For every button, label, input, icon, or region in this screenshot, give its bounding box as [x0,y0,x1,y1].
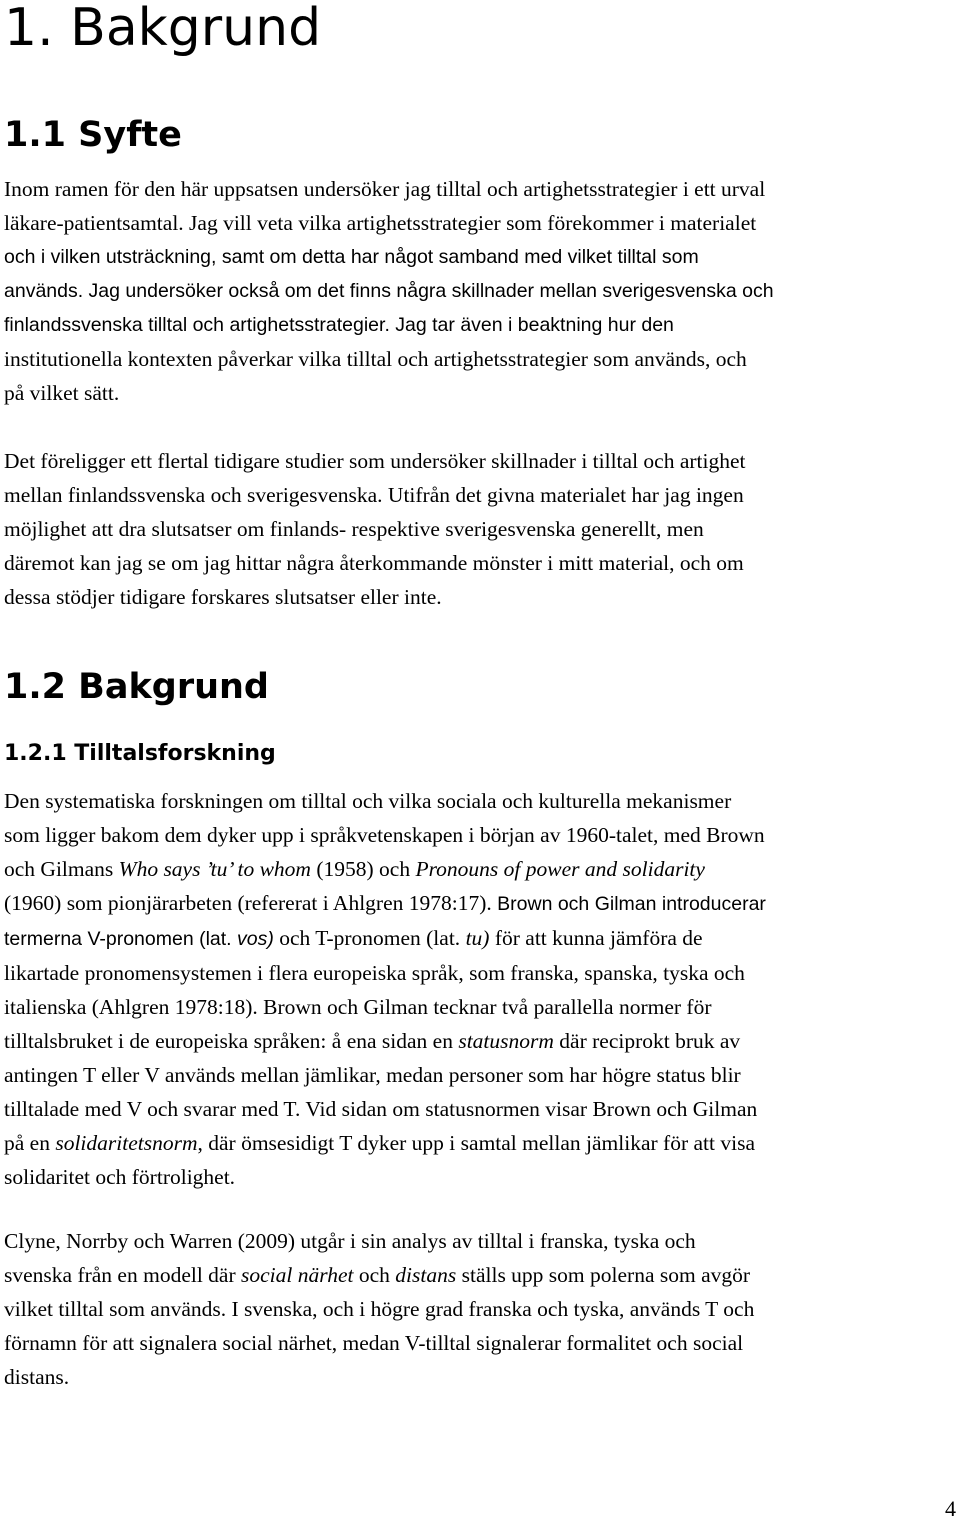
term-social-narhet: social närhet [241,1263,354,1287]
text-line: italienska (Ahlgren 1978:18). Brown och Gilman tecknar två parallella normer för [4,995,712,1019]
term-distans: distans [395,1263,457,1287]
chapter-heading: 1. Bakgrund [4,0,322,58]
text-line [4,1024,958,1058]
paragraph-syfte-1 [4,172,958,410]
term-vos: vos) [237,928,274,950]
section-heading-bakgrund: 1.2 Bakgrund [4,667,269,707]
text-line: Inom ramen för den här uppsatsen undersöker jag tilltal och artighetsstrategier i ett urval [4,177,766,201]
text-line [4,1258,958,1292]
text-line: Den systematiska forskningen om tilltal och vilka sociala och kulturella mekanismer [4,789,732,813]
text-run: tilltalsbruket i de europeiska språken: å ena sidan en [4,1029,459,1053]
text-run: svenska från en modell där [4,1263,242,1287]
text-run: ställs upp som polerna som avgör [456,1263,751,1287]
text-run: Brown och Gilman introducerar [497,893,766,915]
text-line: däremot kan jag se om jag hittar några återkommande mönster i mitt material, och om [4,551,744,575]
text-line: mellan finlandssvenska och sverigesvenska. Utifrån det givna materialet har jag ingen [4,483,744,507]
text-run: där reciprokt bruk av [553,1029,741,1053]
text-run: (1960) som pionjärarbeten (refererat i Ahlgren 1978:17). [4,891,498,915]
text-line: läkare-patientsamtal. Jag vill veta vilka artighetsstrategier som förekommer i materialet [4,211,757,235]
section-heading-syfte: 1.1 Syfte [4,115,182,155]
text-line: och i vilken utsträckning, samt om detta har något samband med vilket tilltal som [4,246,699,268]
subsection-heading-tilltalsforskning: 1.2.1 Tilltalsforskning [4,741,276,766]
text-line: som ligger bakom dem dyker upp i språkvetenskapen i början av 1960-talet, med Brown [4,823,765,847]
text-line: förnamn för att signalera social närhet, medan V-tilltal signalerar formalitet och social [4,1331,744,1355]
text-run: (1958) och [310,857,416,881]
text-line: finlandssvenska tilltal och artighetsstrategier. Jag tar även i beaktning hur den [4,314,674,336]
text-line: tilltalade med V och svarar med T. Vid sidan om statusnormen visar Brown och Gilman [4,1097,758,1121]
term-solidaritetsnorm: solidaritetsnorm [55,1131,198,1155]
text-line: solidaritet och förtrolighet. [4,1165,236,1189]
text-line [4,1126,958,1160]
text-run: för att kunna jämföra de [489,926,703,950]
text-line: institutionella kontexten påverkar vilka tilltal och artighetsstrategier som används, och [4,347,747,371]
title-pronouns-of-power: Pronouns of power and solidarity [415,857,705,881]
paragraph-bakgrund-1 [4,784,958,1194]
text-line [4,886,958,921]
text-run: och T-pronomen (lat. [273,926,466,950]
paragraph-bakgrund-2 [4,1224,958,1394]
text-line: antingen T eller V används mellan jämlikar, medan personer som har högre status blir [4,1063,741,1087]
title-who-says-tu: Who says ’tu’ to whom [118,857,311,881]
term-tu: tu) [465,926,490,950]
text-line: Clyne, Norrby och Warren (2009) utgår i sin analys av tilltal i franska, tyska och [4,1229,696,1253]
text-run: , där ömsesidigt T dyker upp i samtal mellan jämlikar för att visa [197,1131,755,1155]
text-line: vilket tilltal som används. I svenska, och i högre grad franska och tyska, används T och [4,1297,755,1321]
text-line: likartade pronomensystemen i flera europeiska språk, som franska, spanska, tyska och [4,961,745,985]
text-line: distans. [4,1365,70,1389]
text-run: på en [4,1131,56,1155]
text-line: dessa stödjer tidigare forskares slutsatser eller inte. [4,585,442,609]
text-line: används. Jag undersöker också om det finns några skillnader mellan sverigesvenska och [4,280,774,302]
text-line: Det föreligger ett flertal tidigare studier som undersöker skillnader i tilltal och artighet [4,449,746,473]
text-line [4,852,958,886]
text-line: på vilket sätt. [4,381,120,405]
text-line [4,921,958,956]
term-statusnorm: statusnorm [458,1029,554,1053]
text-run: och Gilmans [4,857,119,881]
paragraph-syfte-2 [4,444,958,614]
text-line: möjlighet att dra slutsatser om finlands- respektive sverigesvenska generellt, men [4,517,704,541]
page-number: 4 [945,1496,956,1521]
document-page [2,0,958,1531]
text-run: och [353,1263,396,1287]
text-run: termerna V-pronomen (lat. [4,928,238,950]
